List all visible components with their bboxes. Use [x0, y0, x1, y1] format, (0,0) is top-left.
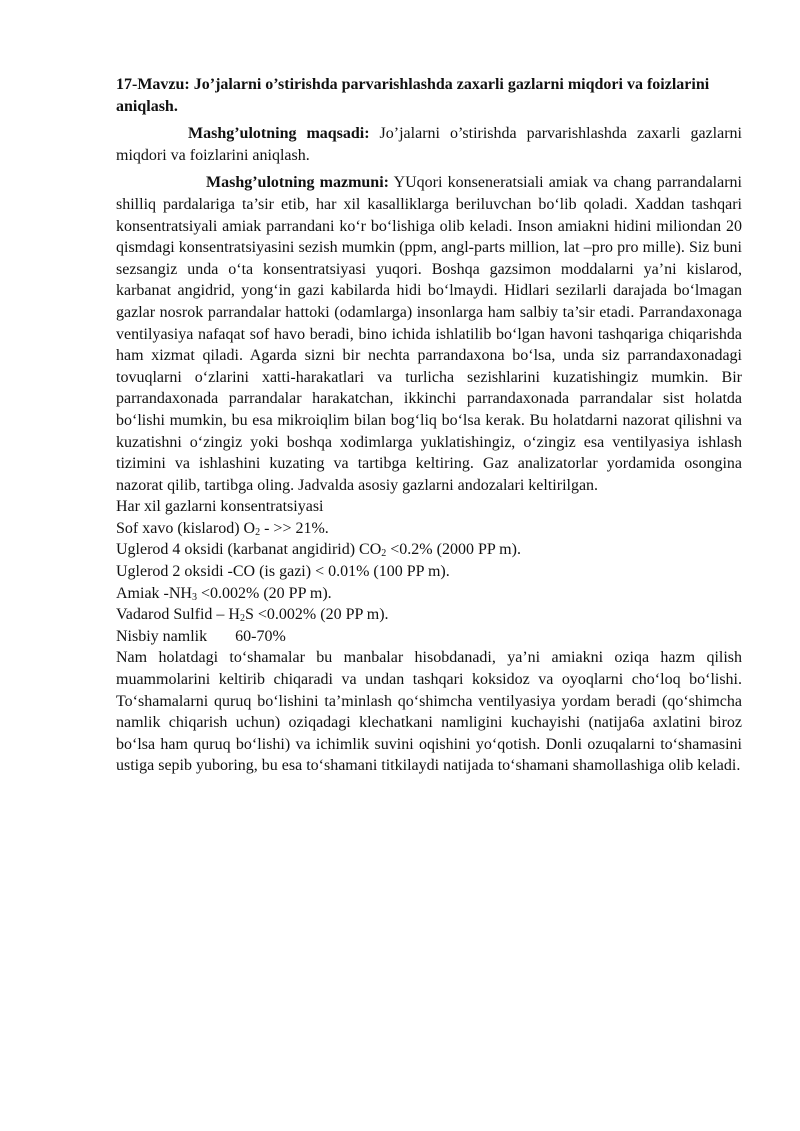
gas-item-co — [116, 561, 742, 583]
humidity-value: 60-70% — [235, 627, 286, 645]
gas-oxygen-value: - >> 21%. — [260, 519, 329, 537]
gas-item-co2 — [116, 539, 742, 561]
goal-label: Mashg’ulotning maqsadi: — [188, 125, 370, 143]
gas-ammonia-name: Amiak -NH — [116, 584, 192, 602]
gas-item-oxygen — [116, 518, 742, 540]
document-title: 17-Mavzu: Jo’jalarni o’stirishda parvarishlashda zaxarli gazlarni miqdori va foizlarini aniqlash. — [116, 76, 710, 115]
gas-h2s-value: S <0.002% (20 PP m). — [244, 606, 389, 624]
gas-item-humidity — [116, 626, 742, 648]
gas-ammonia-value: <0.002% (20 PP m). — [196, 584, 332, 602]
content-text: YUqori konseneratsiali amiak va chang parrandalarni shilliq pardalariga ta’sir etib, har xil kasalliklarga beriluvchan bo‘lib qoladi. Xaddan tashqari konsentratsiyali amiak parrandani ko‘r bo‘lishiga olib keladi. Inson amiakni hidini miliondan 20 qismdagi konsentratsiyasini sezish mumkin (ppm, angl-parts million, lat –pro pro mille). Siz buni sezsangiz unda o‘ta konsentratsiyasi yuqori. Boshqa gazsimon moddalarni ya’ni kislarod, karbanat angidrid, yong‘in gazi kabilarda hidi bo‘lmaydi. Hidlari sezilarli darajada bo‘lmagan gazlar nosrok parrandalar hattoki (odamlarga) insonlarga ham salbiy ta’sir etadi. Parrandaxonaga ventilyasiya nafaqat sof havo beradi, bino ichida ishlatilib bo‘lgan havoni tashqariga chiqarishda ham xizmat qiladi. Agarda sizni bir nechta parrandaxona bo‘lsa, unda siz parrandaxonadagi tovuqlarni o‘zlarini xatti-harakatlari va turlicha sezishlarini kuzatishingiz mumkin. Bir parrandaxonada parrandalar harakatchan, ikkinchi parrandaxonada parrandalar sist holatda bo‘lishi mumkin, bu esa mikroiqlim bilan bog‘liq bo‘lsa kerak. Bu holatdarni nazorat qilishni va kuzatishni o‘zingiz yoki boshqa xodimlarga yuklatishingiz, o‘zingiz esa ventilyasiya ishlash tizimini va ishlashini kuzating va tartibga keltiring. Gaz analizatorlar yordamida osongina nazorat qilib, tartibga oling. Jadvalda asosiy gazlarni andozalari keltirilgan. — [116, 174, 743, 494]
closing-paragraph: Nam holatdagi to‘shamalar bu manbalar hisobdanadi, ya’ni amiakni oziqa hazm qilish muammolarini keltirib chiqaradi va undan tashqari koksidoz va oyoqlarni cho‘loq bo‘lishi. To‘shamalarni quruq bo‘lishini ta’minlash qo‘shimcha ventilyasiya yordam beradi (qo‘shimcha namlik chiqarish uchun) oziqadagi klechatkani namligini kuchayishi (natija6a axlatini biroz bo‘lsa ham quruq bo‘lishi) va ichimlik suvini oqishini yo‘qotish. Donli ozuqalarni to‘shamasini ustiga sepib yuboring, bu esa to‘shamani titkilaydi natijada to‘shamani shamollashiga olib keladi. — [116, 649, 742, 775]
gas-co2-name: Uglerod 4 oksidi (karbanat angidirid) CO — [116, 541, 382, 559]
humidity-label: Nisbiy namlik — [116, 627, 208, 645]
gas-co-text: Uglerod 2 oksidi -CO (is gazi) < 0.01% (100 PP m). — [116, 563, 450, 581]
content-paragraph — [116, 172, 742, 496]
gas-oxygen-sub: 2 — [255, 526, 261, 538]
gas-h2s-sub: 2 — [239, 613, 245, 625]
gas-oxygen-name: Sof xavo (kislarod) O — [116, 519, 256, 537]
document-page — [116, 74, 742, 777]
goal-paragraph — [116, 123, 742, 166]
gas-list-heading: Har xil gazlarni konsentratsiyasi — [116, 498, 324, 516]
gas-ammonia-sub: 3 — [191, 591, 197, 603]
gas-item-ammonia — [116, 583, 742, 605]
content-label: Mashg’ulotning mazmuni: — [206, 174, 389, 192]
gas-item-h2s — [116, 604, 742, 626]
gas-co2-value: <0.2% (2000 PP m). — [386, 541, 521, 559]
goal-text: Jo’jalarni o’stirishda parvarishlashda zaxarli gazlarni miqdori va foizlarini aniqlash. — [116, 125, 742, 164]
gas-h2s-name: Vadarod Sulfid – H — [116, 606, 240, 624]
gas-co2-sub: 2 — [381, 548, 387, 560]
